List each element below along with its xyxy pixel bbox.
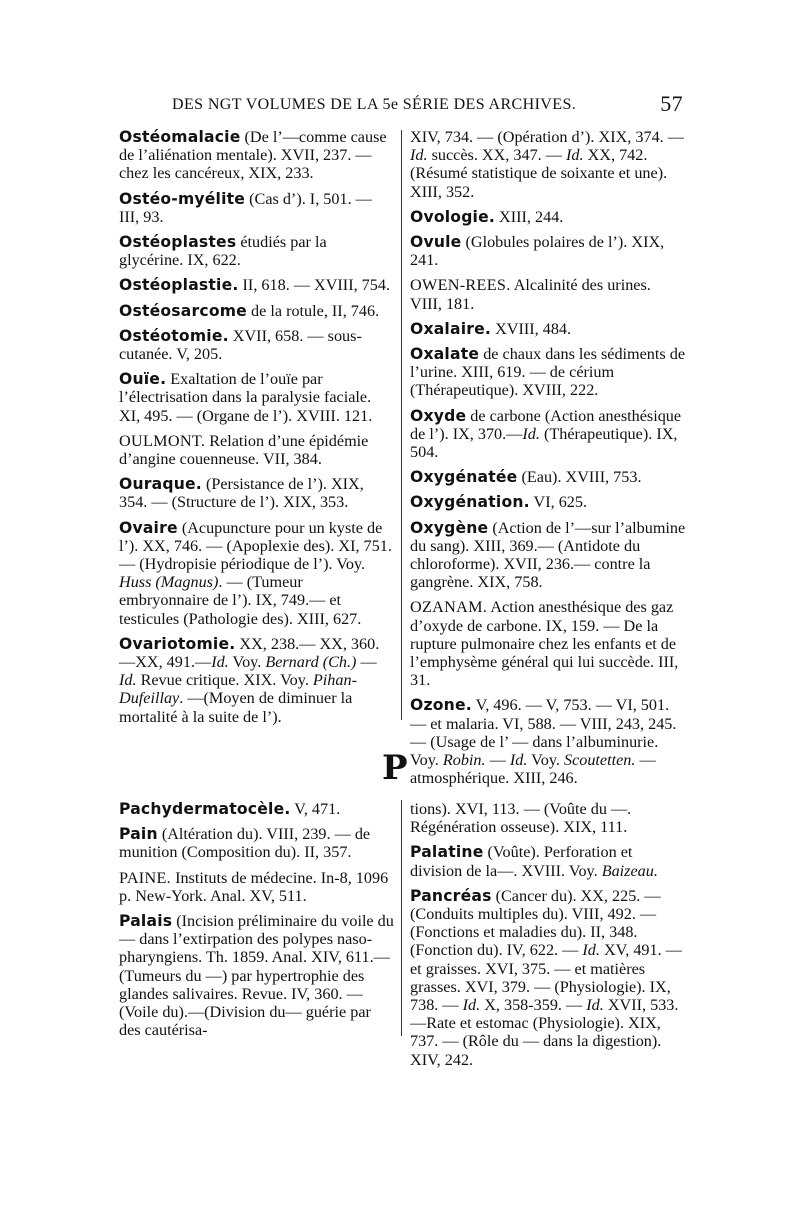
index-entry: [410, 887, 686, 1069]
entry-text: (Cancer du). XX, 225. — (Conduits multiples du). VIII, 492. — (Fonctions et maladies du). II, 348. (Fonction du). IV, 622. —: [410, 886, 661, 960]
entry-italic-reference: Id.: [566, 146, 584, 165]
entry-headword: Pachydermatocèle.: [119, 800, 291, 818]
entry-headword: Ostéoplastie.: [119, 276, 239, 295]
section-letter: P: [382, 748, 408, 788]
entry-text: succès. XX, 347. —: [427, 146, 567, 165]
entry-author-name: PAINE.: [119, 868, 172, 887]
entry-italic-reference: Id.: [522, 424, 540, 443]
index-entry: [119, 475, 394, 511]
entry-headword: Pain: [119, 825, 158, 844]
index-entry: [119, 302, 394, 320]
entry-text: (Acupuncture pour un kyste de l’). XX, 746. — (Apoplexie des). XI, 751. — (Hydropisie périodique de l’). Voy.: [119, 518, 392, 574]
column-lower-left: [119, 800, 395, 1046]
entry-headword: Oxalaire.: [410, 319, 492, 338]
index-entry: [410, 800, 686, 836]
entry-text: (Action de l’—sur l’albumine du sang). XIII, 369.— (Antidote du chloroforme). XVII, 236.— contre la gangrène. XIX, 758.: [410, 518, 686, 592]
entry-headword: Ostéosarcome: [119, 301, 247, 320]
index-entry: [119, 276, 394, 294]
index-entry: [410, 276, 686, 312]
entry-headword: Oxygène: [410, 518, 489, 537]
index-entry: [410, 208, 686, 226]
entry-text: XX, 238.— XX, 360. —XX, 491.—: [119, 634, 380, 672]
column-upper-left: [119, 128, 394, 733]
entry-text: de chaux dans les sédiments de l’urine. XIII, 619. — de cérium (Thérapeutique). XVIII, 222.: [410, 345, 686, 400]
index-entry: [119, 869, 395, 905]
entry-headword: Oxygénation.: [410, 493, 530, 512]
entry-headword: Ozone.: [410, 696, 472, 715]
entry-headword: Ostéotomie.: [119, 326, 229, 345]
index-entry: [410, 493, 686, 511]
entry-text: V, 496. — V, 753. — VI, 501. — et malaria. VI, 588. — VIII, 243, 245. — (Usage de l’ — dans l’albuminurie. Voy.: [410, 696, 677, 770]
entry-headword: Ostéoplastes: [119, 233, 237, 252]
entry-text: —: [485, 751, 510, 770]
index-entry: [119, 233, 394, 269]
entry-text: II, 618. — XVIII, 754.: [238, 276, 391, 295]
entry-headword: Ovule: [410, 233, 462, 252]
index-entry: [119, 327, 394, 363]
index-entry: [410, 345, 686, 400]
entry-italic-reference: Id.: [119, 671, 137, 690]
entry-author-name: OWEN-REES.: [410, 276, 511, 295]
entry-italic-reference: Id.: [586, 996, 604, 1015]
entry-italic-reference: Robin.: [442, 751, 486, 770]
column-rule-upper: [401, 130, 402, 720]
entry-text: (Altération du). VIII, 239. — de munition (Composition du). II, 357.: [119, 825, 371, 862]
entry-italic-reference: Id.: [211, 653, 229, 672]
entry-text: XIII, 244.: [495, 207, 564, 226]
entry-italic-reference: Bernard (Ch.): [265, 653, 357, 672]
entry-text: (Thérapeutique). IX, 504.: [410, 424, 678, 462]
entry-headword: Ostéomalacie: [119, 128, 241, 146]
index-entry: [410, 128, 686, 201]
entry-text: XVII, 533.—Rate et estomac (Physiologie). XIX, 737. — (Rôle du — dans la digestion). XIV, 242.: [410, 996, 679, 1069]
entry-italic-reference: Id.: [410, 146, 428, 165]
entry-text: . — (Tumeur embryonnaire de l’). IX, 749.— et testicules (Pathologie des). XIII, 627.: [119, 573, 362, 628]
index-entry: [410, 519, 686, 592]
entry-text: (Voûte). Perforation et division de la—. XVIII. Voy.: [410, 843, 633, 880]
entry-text: tions). XVI, 113. — (Voûte du —. Régénération osseuse). XIX, 111.: [410, 800, 632, 837]
entry-text: XV, 491. — et graisses. XVI, 375. — et matières grasses. XVI, 379. — (Physiologie). IX, 738. —: [410, 941, 682, 1015]
entry-text: . —(Moyen de diminuer la mortalité à la suite de l’).: [119, 689, 353, 726]
entry-headword: Ouïe.: [119, 370, 167, 389]
entry-text: étudiés par la glycérine. IX, 622.: [119, 233, 327, 270]
entry-headword: Ovologie.: [410, 207, 495, 226]
index-entry: [410, 468, 686, 486]
entry-headword: Ovariotomie.: [119, 634, 236, 653]
entry-text: VI, 625.: [529, 493, 588, 512]
column-lower-right: [410, 800, 686, 1076]
entry-text: (Eau). XVIII, 753.: [517, 468, 642, 487]
entry-author-name: OZANAM.: [410, 598, 488, 617]
entry-headword: Palatine: [410, 843, 484, 862]
entry-text: (De l’—comme cause de l’aliénation mentale). XVII, 237. — chez les cancéreux, XIX, 233.: [119, 128, 387, 183]
index-entry: [410, 233, 686, 269]
entry-headword: Oxygénatée: [410, 468, 518, 487]
index-entry: [119, 190, 394, 226]
entry-italic-reference: Id.: [582, 941, 600, 960]
entry-italic-reference: Baizeau.: [601, 861, 658, 880]
running-head: [150, 93, 685, 117]
index-entry: [119, 825, 395, 861]
index-entry: [119, 432, 394, 468]
entry-text: (Globules polaires de l’). XIX, 241.: [410, 233, 665, 270]
entry-text: (Cas d’). I, 501. — III, 93.: [119, 189, 372, 226]
page-number: 57: [660, 91, 683, 116]
entry-text: Exaltation de l’ouïe par l’électrisation dans la paralysie faciale. XI, 495. — (Organe de l’). XVIII. 121.: [119, 370, 373, 425]
index-entry: [119, 128, 394, 183]
entry-text: Instituts de médecine. In-8, 1096 p. New-York. Anal. XV, 511.: [119, 868, 389, 905]
entry-text: de la rotule, II, 746.: [246, 301, 380, 320]
entry-author-name: OULMONT.: [119, 431, 206, 450]
entry-text: Voy.: [228, 653, 266, 672]
entry-text: Action anesthésique des gaz d’oxyde de carbone. IX, 159. — De la rupture pulmonaire chez les enfants et de l’emphysème général qui lui succède. III, 31.: [410, 598, 679, 690]
index-entry: [119, 370, 394, 425]
entry-italic-reference: Scoutetten.: [563, 751, 636, 770]
entry-headword: Ostéo-myélite: [119, 189, 246, 208]
entry-italic-reference: Pihan-Dufeillay: [119, 671, 357, 708]
column-rule-lower: [401, 800, 402, 1036]
entry-text: XIV, 734. — (Opération d’). XIX, 374. —: [410, 128, 684, 146]
entry-headword: Palais: [119, 912, 173, 931]
entry-text: (Incision préliminaire du voile du — dans l’extirpation des polypes naso-pharyngiens. Th. 1859. Anal. XIV, 611.— (Tumeurs du —) par hypertrophie des glandes salivaires. Revue. IV, 360. — (Voile du).—(Division du— guérie par des cautérisa-: [119, 912, 394, 1040]
entry-text: — atmosphérique. XIII, 246.: [410, 751, 656, 788]
running-head-title: DES NGT VOLUMES DE LA 5e SÉRIE DES ARCHIVES.: [172, 96, 577, 113]
entry-headword: Ovaire: [119, 518, 178, 537]
entry-text: Relation d’une épidémie d’angine couenneuse. VII, 384.: [119, 431, 369, 469]
entry-italic-reference: Id.: [509, 751, 528, 770]
index-entry: [410, 320, 686, 338]
index-entry: [410, 407, 686, 462]
entry-text: de carbone (Action anesthésique de l’). IX, 370.—: [410, 406, 682, 443]
entry-italic-reference: Huss (Magnus): [119, 573, 219, 592]
entry-text: Voy.: [527, 751, 564, 770]
entry-text: XX, 742. (Résumé statistique de soixante et une). XIII, 352.: [410, 146, 668, 201]
entry-text: Alcalinité des urines. VIII, 181.: [410, 276, 651, 313]
index-entry: [119, 519, 394, 628]
column-upper-right: [410, 128, 686, 795]
entry-text: (Persistance de l’). XIX, 354. — (Structure de l’). XIX, 353.: [119, 475, 364, 512]
index-entry: [119, 635, 394, 726]
index-entry: [410, 843, 686, 879]
entry-text: X, 358-359. —: [480, 996, 587, 1015]
index-entry: [119, 800, 395, 818]
entry-text: Revue critique. XIX. Voy.: [136, 671, 313, 690]
entry-text: XVIII, 484.: [491, 319, 572, 338]
entry-text: V, 471.: [290, 800, 341, 818]
index-entry: [119, 912, 395, 1039]
entry-italic-reference: Id.: [462, 996, 481, 1015]
index-entry: [410, 598, 686, 689]
entry-text: —: [356, 653, 377, 672]
entry-text: XVII, 658. — sous-cutanée. V, 205.: [119, 326, 362, 364]
index-entry: [410, 696, 686, 787]
entry-headword: Oxalate: [410, 345, 480, 364]
entry-headword: Pancréas: [410, 886, 492, 905]
entry-headword: Ouraque.: [119, 475, 202, 494]
entry-headword: Oxyde: [410, 406, 467, 425]
